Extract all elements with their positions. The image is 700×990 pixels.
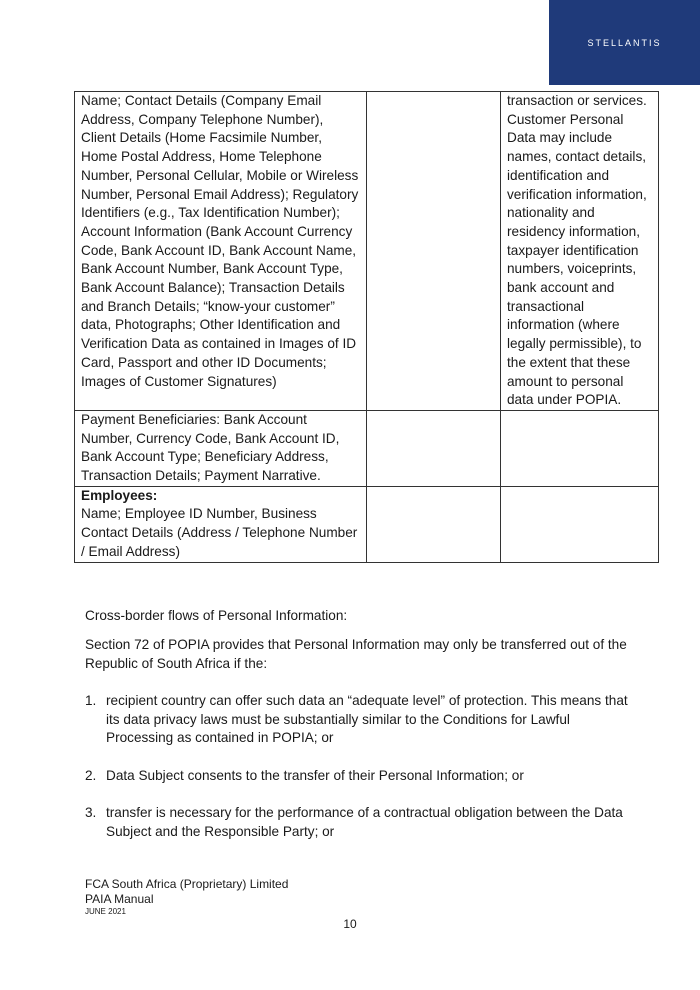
employees-details: Name; Employee ID Number, Business Contact Details (Address / Telephone Number / Email Address): [81, 506, 358, 559]
footer-company: FCA South Africa (Proprietary) Limited: [85, 877, 289, 891]
table-cell: Payment Beneficiaries: Bank Account Number, Currency Code, Bank Account ID, Bank Account Type; Beneficiary Address, Transaction Details; Payment Narrative.: [75, 410, 367, 486]
table-cell: [367, 410, 501, 486]
list-text: recipient country can offer such data an “adequate level” of protection. This means that its data privacy laws must be substantially similar to the Conditions for Lawful Processing as contained in POPIA; or: [106, 693, 628, 746]
list-item: [85, 804, 630, 841]
stellantis-logo: [549, 0, 700, 85]
table-row: [75, 410, 659, 486]
table-cell: [501, 410, 659, 486]
footer-date: JUNE 2021: [85, 907, 126, 916]
table-row: [75, 486, 659, 562]
intro-paragraph: Section 72 of POPIA provides that Personal Information may only be transferred out of the Republic of South Africa if the:: [85, 637, 627, 671]
section-heading: Cross-border flows of Personal Information:: [85, 608, 348, 623]
list-item: [85, 767, 630, 786]
page-number: 10: [343, 917, 357, 931]
table-cell: [367, 486, 501, 562]
logo-text: STELLANTIS: [587, 37, 662, 48]
list-number: 1.: [85, 693, 97, 708]
table-cell: [367, 92, 501, 411]
personal-data-table: [74, 91, 659, 563]
list-number: 2.: [85, 768, 97, 783]
list-text: Data Subject consents to the transfer of their Personal Information; or: [106, 768, 524, 783]
employees-heading: Employees:: [81, 487, 158, 503]
list-item: [85, 692, 630, 748]
table-cell: [501, 486, 659, 562]
table-cell: transaction or services. Customer Personal Data may include names, contact details, identification and verification information, nationality and residency information, taxpayer identification numbers, voiceprints, bank account and transactional information (where legally permissible), to the extent that these amount to personal data under POPIA.: [501, 92, 659, 411]
footer: [85, 877, 288, 917]
list-text: transfer is necessary for the performance of a contractual obligation between the Data Subject and the Responsible Party; or: [106, 805, 623, 839]
footer-manual: PAIA Manual: [85, 892, 154, 906]
table-cell: [75, 486, 367, 562]
table-row: [75, 92, 659, 411]
table-cell: Name; Contact Details (Company Email Address, Company Telephone Number), Client Details (Home Facsimile Number, Home Postal Address, Home Telephone Number, Personal Cellular, Mobile or Wireless Number, Personal Email Address); Regulatory Identifiers (e.g., Tax Identification Number); Account Information (Bank Account Currency Code, Bank Account ID, Bank Account Name, Bank Account Number, Bank Account Type, Bank Account Balance); Transaction Details and Branch Details; “know-your customer” data, Photographs; Other Identification and Verification Data as contained in Images of ID Card, Passport and other ID Documents; Images of Customer Signatures): [75, 92, 367, 411]
list-number: 3.: [85, 805, 97, 820]
